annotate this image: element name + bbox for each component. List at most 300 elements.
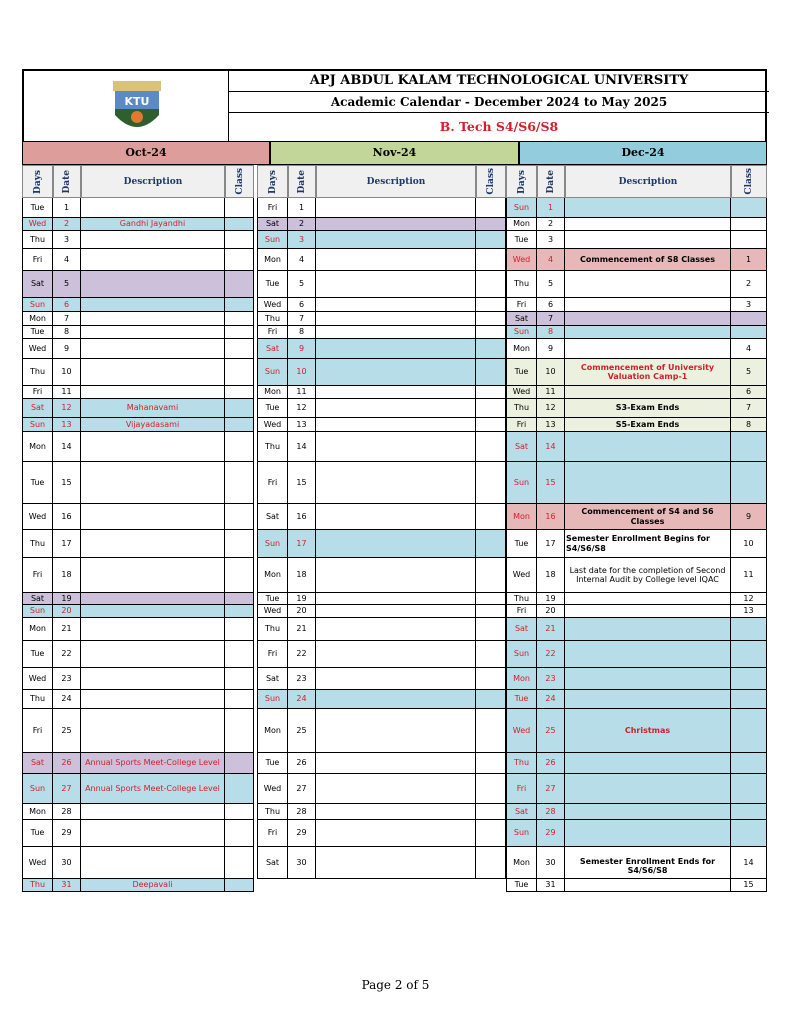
description-cell bbox=[316, 530, 476, 557]
date-cell: 30 bbox=[53, 847, 81, 878]
day-cell: Fri bbox=[257, 198, 288, 217]
description-cell bbox=[316, 618, 476, 640]
description-cell bbox=[316, 847, 476, 878]
month-header-oct: Oct-24 bbox=[22, 141, 270, 165]
class-cell bbox=[225, 668, 254, 689]
day-cell: Sun bbox=[257, 231, 288, 248]
table-row bbox=[506, 249, 767, 271]
day-cell: Fri bbox=[257, 641, 288, 667]
date-cell: 21 bbox=[288, 618, 316, 640]
class-cell bbox=[476, 386, 506, 398]
date-cell: 26 bbox=[53, 753, 81, 773]
day-cell: Wed bbox=[22, 339, 53, 358]
description-cell bbox=[316, 312, 476, 325]
description-cell bbox=[81, 231, 225, 248]
day-cell: Tue bbox=[22, 462, 53, 503]
description-cell bbox=[81, 605, 225, 617]
class-cell bbox=[225, 432, 254, 461]
table-row bbox=[257, 605, 506, 618]
day-cell: Tue bbox=[506, 231, 537, 248]
date-cell: 14 bbox=[537, 432, 565, 461]
table-row bbox=[257, 231, 506, 249]
class-cell: 7 bbox=[731, 399, 767, 417]
date-cell: 20 bbox=[288, 605, 316, 617]
day-cell: Mon bbox=[506, 847, 537, 878]
date-cell: 5 bbox=[53, 271, 81, 297]
day-cell: Sat bbox=[506, 312, 537, 325]
date-cell: 26 bbox=[288, 753, 316, 773]
description-cell: Last date for the completion of Second Internal Audit by College level IQAC bbox=[565, 558, 731, 592]
table-row bbox=[22, 690, 254, 709]
description-cell: Deepavali bbox=[81, 879, 225, 891]
description-cell bbox=[316, 605, 476, 617]
table-row bbox=[506, 618, 767, 641]
table-row bbox=[506, 558, 767, 593]
description-cell bbox=[81, 709, 225, 752]
table-row bbox=[22, 399, 254, 418]
table-row bbox=[257, 530, 506, 558]
date-cell: 4 bbox=[537, 249, 565, 270]
svg-text:KTU: KTU bbox=[124, 95, 150, 108]
table-row bbox=[506, 530, 767, 558]
table-row bbox=[22, 879, 254, 892]
description-cell: Semester Enrollment Ends for S4/S6/S8 bbox=[565, 847, 731, 878]
table-row bbox=[22, 312, 254, 326]
class-cell bbox=[225, 298, 254, 311]
col-class: Class bbox=[225, 165, 254, 198]
class-cell: 12 bbox=[731, 593, 767, 604]
table-row bbox=[506, 386, 767, 399]
day-cell: Sun bbox=[257, 359, 288, 385]
description-cell bbox=[81, 847, 225, 878]
class-cell bbox=[731, 198, 767, 217]
day-cell: Mon bbox=[22, 618, 53, 640]
day-cell: Thu bbox=[257, 618, 288, 640]
day-cell: Fri bbox=[22, 558, 53, 592]
description-cell bbox=[565, 668, 731, 689]
class-cell bbox=[225, 198, 254, 217]
date-cell: 6 bbox=[537, 298, 565, 311]
description-cell bbox=[316, 753, 476, 773]
day-cell: Mon bbox=[506, 218, 537, 230]
logo-cell bbox=[24, 71, 229, 141]
description-cell bbox=[316, 774, 476, 803]
col-description: Description bbox=[316, 165, 476, 198]
class-cell bbox=[225, 530, 254, 557]
table-row bbox=[22, 504, 254, 530]
table-row bbox=[257, 558, 506, 593]
date-cell: 9 bbox=[53, 339, 81, 358]
class-cell bbox=[225, 605, 254, 617]
day-cell: Wed bbox=[506, 558, 537, 592]
date-cell: 22 bbox=[537, 641, 565, 667]
table-row bbox=[506, 399, 767, 418]
description-cell bbox=[316, 504, 476, 529]
date-cell: 25 bbox=[53, 709, 81, 752]
description-cell bbox=[565, 641, 731, 667]
class-cell bbox=[225, 312, 254, 325]
day-cell: Wed bbox=[257, 418, 288, 431]
table-row bbox=[257, 668, 506, 690]
col-description: Description bbox=[565, 165, 731, 198]
day-cell: Mon bbox=[506, 504, 537, 529]
table-row bbox=[22, 298, 254, 312]
table-row bbox=[257, 690, 506, 709]
oct-column-headers bbox=[22, 165, 257, 198]
date-cell: 21 bbox=[53, 618, 81, 640]
day-cell: Sat bbox=[22, 271, 53, 297]
class-cell: 6 bbox=[731, 386, 767, 398]
date-cell: 27 bbox=[288, 774, 316, 803]
table-row bbox=[22, 820, 254, 847]
date-cell: 7 bbox=[288, 312, 316, 325]
col-class: Class bbox=[731, 165, 767, 198]
day-cell: Sat bbox=[257, 218, 288, 230]
table-row bbox=[22, 605, 254, 618]
class-cell bbox=[225, 231, 254, 248]
description-cell: S5-Exam Ends bbox=[565, 418, 731, 431]
table-row bbox=[22, 593, 254, 605]
table-row bbox=[257, 271, 506, 298]
date-cell: 3 bbox=[53, 231, 81, 248]
day-cell: Tue bbox=[257, 271, 288, 297]
university-name: APJ ABDUL KALAM TECHNOLOGICAL UNIVERSITY bbox=[229, 71, 769, 92]
date-cell: 2 bbox=[288, 218, 316, 230]
day-cell: Sun bbox=[22, 605, 53, 617]
class-cell bbox=[225, 399, 254, 417]
class-cell bbox=[476, 298, 506, 311]
date-cell: 13 bbox=[53, 418, 81, 431]
col-description: Description bbox=[81, 165, 225, 198]
date-cell: 17 bbox=[537, 530, 565, 557]
date-cell: 12 bbox=[53, 399, 81, 417]
description-cell: Vijayadasami bbox=[81, 418, 225, 431]
description-cell bbox=[316, 218, 476, 230]
date-cell: 18 bbox=[537, 558, 565, 592]
day-cell: Fri bbox=[257, 462, 288, 503]
day-cell: Mon bbox=[22, 804, 53, 819]
class-cell bbox=[731, 709, 767, 752]
calendar-title: Academic Calendar - December 2024 to May 2025 bbox=[229, 92, 769, 113]
day-cell: Thu bbox=[22, 530, 53, 557]
date-cell: 27 bbox=[537, 774, 565, 803]
day-cell: Thu bbox=[22, 879, 53, 891]
date-cell: 10 bbox=[288, 359, 316, 385]
date-cell: 28 bbox=[53, 804, 81, 819]
date-cell: 19 bbox=[537, 593, 565, 604]
description-cell bbox=[565, 339, 731, 358]
class-cell bbox=[731, 326, 767, 338]
day-cell: Wed bbox=[506, 386, 537, 398]
description-cell bbox=[81, 326, 225, 338]
day-cell: Sun bbox=[22, 774, 53, 803]
date-cell: 9 bbox=[537, 339, 565, 358]
table-row bbox=[506, 359, 767, 386]
day-cell: Sat bbox=[506, 804, 537, 819]
date-cell: 15 bbox=[537, 462, 565, 503]
day-cell: Mon bbox=[257, 386, 288, 398]
date-cell: 24 bbox=[53, 690, 81, 708]
class-cell bbox=[225, 593, 254, 604]
page-footer: Page 2 of 5 bbox=[361, 978, 430, 992]
day-cell: Tue bbox=[22, 326, 53, 338]
table-row bbox=[506, 418, 767, 432]
table-row bbox=[22, 231, 254, 249]
date-cell: 11 bbox=[537, 386, 565, 398]
class-cell: 14 bbox=[731, 847, 767, 878]
date-cell: 29 bbox=[288, 820, 316, 846]
day-cell: Wed bbox=[22, 504, 53, 529]
description-cell bbox=[81, 690, 225, 708]
table-row bbox=[257, 804, 506, 820]
day-cell: Fri bbox=[506, 774, 537, 803]
class-cell bbox=[225, 618, 254, 640]
description-cell bbox=[565, 462, 731, 503]
class-cell: 1 bbox=[731, 249, 767, 270]
day-cell: Tue bbox=[506, 879, 537, 891]
description-cell bbox=[81, 359, 225, 385]
day-cell: Sat bbox=[506, 432, 537, 461]
day-cell: Sat bbox=[22, 753, 53, 773]
day-cell: Sat bbox=[506, 618, 537, 640]
class-cell bbox=[225, 386, 254, 398]
class-cell bbox=[225, 558, 254, 592]
table-row bbox=[22, 249, 254, 271]
date-cell: 28 bbox=[288, 804, 316, 819]
day-cell: Tue bbox=[506, 530, 537, 557]
table-row bbox=[506, 462, 767, 504]
date-cell: 25 bbox=[537, 709, 565, 752]
description-cell bbox=[316, 399, 476, 417]
class-cell bbox=[225, 462, 254, 503]
table-row bbox=[506, 218, 767, 231]
table-row bbox=[506, 326, 767, 339]
table-row bbox=[22, 668, 254, 690]
day-cell: Sun bbox=[22, 418, 53, 431]
table-row bbox=[506, 847, 767, 879]
class-cell bbox=[476, 231, 506, 248]
date-cell: 5 bbox=[537, 271, 565, 297]
class-cell bbox=[225, 847, 254, 878]
table-row bbox=[257, 774, 506, 804]
table-row bbox=[22, 432, 254, 462]
day-cell: Thu bbox=[22, 231, 53, 248]
class-cell: 15 bbox=[731, 879, 767, 891]
table-row bbox=[22, 359, 254, 386]
description-cell: Annual Sports Meet-College Level bbox=[81, 774, 225, 803]
description-cell bbox=[81, 820, 225, 846]
description-cell bbox=[316, 668, 476, 689]
class-cell bbox=[476, 641, 506, 667]
description-cell bbox=[316, 198, 476, 217]
date-cell: 16 bbox=[288, 504, 316, 529]
description-cell bbox=[81, 504, 225, 529]
col-class: Class bbox=[476, 165, 506, 198]
description-cell bbox=[316, 231, 476, 248]
class-cell: 10 bbox=[731, 530, 767, 557]
table-row bbox=[257, 386, 506, 399]
date-cell: 6 bbox=[53, 298, 81, 311]
description-cell bbox=[81, 558, 225, 592]
day-cell: Wed bbox=[22, 218, 53, 230]
description-cell bbox=[565, 312, 731, 325]
class-cell bbox=[225, 879, 254, 891]
table-row bbox=[506, 339, 767, 359]
description-cell bbox=[316, 359, 476, 385]
date-cell: 22 bbox=[288, 641, 316, 667]
day-cell: Sun bbox=[506, 462, 537, 503]
date-cell: 12 bbox=[537, 399, 565, 417]
class-cell bbox=[225, 218, 254, 230]
program-title: B. Tech S4/S6/S8 bbox=[439, 119, 559, 134]
date-cell: 28 bbox=[537, 804, 565, 819]
date-cell: 31 bbox=[537, 879, 565, 891]
table-row bbox=[22, 709, 254, 753]
description-cell bbox=[316, 271, 476, 297]
date-cell: 2 bbox=[53, 218, 81, 230]
day-cell: Tue bbox=[506, 359, 537, 385]
description-cell bbox=[81, 668, 225, 689]
class-cell: 8 bbox=[731, 418, 767, 431]
class-cell bbox=[476, 558, 506, 592]
day-cell: Sun bbox=[506, 641, 537, 667]
table-row bbox=[257, 312, 506, 326]
class-cell bbox=[225, 690, 254, 708]
date-cell: 17 bbox=[288, 530, 316, 557]
table-row bbox=[22, 198, 254, 218]
day-cell: Wed bbox=[506, 249, 537, 270]
table-row bbox=[506, 432, 767, 462]
class-cell bbox=[731, 432, 767, 461]
class-cell bbox=[225, 709, 254, 752]
title-cell bbox=[229, 71, 769, 141]
date-cell: 24 bbox=[537, 690, 565, 708]
day-cell: Sun bbox=[506, 198, 537, 217]
table-row bbox=[257, 249, 506, 271]
class-cell bbox=[476, 249, 506, 270]
class-cell bbox=[476, 399, 506, 417]
description-cell bbox=[565, 605, 731, 617]
class-cell: 11 bbox=[731, 558, 767, 592]
class-cell bbox=[225, 504, 254, 529]
dec-table bbox=[506, 198, 767, 892]
class-cell bbox=[225, 326, 254, 338]
table-row bbox=[506, 879, 767, 892]
date-cell: 9 bbox=[288, 339, 316, 358]
table-row bbox=[22, 774, 254, 804]
description-cell bbox=[316, 326, 476, 338]
day-cell: Mon bbox=[257, 709, 288, 752]
table-row bbox=[506, 504, 767, 530]
class-cell bbox=[476, 593, 506, 604]
day-cell: Fri bbox=[257, 326, 288, 338]
col-days: Days bbox=[257, 165, 288, 198]
day-cell: Fri bbox=[22, 386, 53, 398]
table-row bbox=[506, 774, 767, 804]
date-cell: 30 bbox=[288, 847, 316, 878]
class-cell bbox=[476, 605, 506, 617]
date-cell: 3 bbox=[288, 231, 316, 248]
date-cell: 18 bbox=[288, 558, 316, 592]
date-cell: 15 bbox=[53, 462, 81, 503]
table-row bbox=[506, 690, 767, 709]
description-cell bbox=[81, 312, 225, 325]
description-cell bbox=[565, 326, 731, 338]
description-cell bbox=[81, 530, 225, 557]
class-cell bbox=[225, 271, 254, 297]
class-cell: 3 bbox=[731, 298, 767, 311]
table-row bbox=[22, 641, 254, 668]
university-logo-icon bbox=[109, 81, 165, 135]
day-cell: Tue bbox=[257, 399, 288, 417]
table-row bbox=[257, 432, 506, 462]
day-cell: Thu bbox=[506, 271, 537, 297]
date-cell: 8 bbox=[53, 326, 81, 338]
description-cell bbox=[565, 820, 731, 846]
col-days: Days bbox=[506, 165, 537, 198]
table-row bbox=[22, 530, 254, 558]
description-cell bbox=[316, 462, 476, 503]
class-cell bbox=[476, 774, 506, 803]
class-cell: 9 bbox=[731, 504, 767, 529]
day-cell: Tue bbox=[506, 690, 537, 708]
class-cell bbox=[731, 641, 767, 667]
day-cell: Sun bbox=[506, 326, 537, 338]
class-cell bbox=[476, 847, 506, 878]
description-cell bbox=[565, 618, 731, 640]
description-cell bbox=[81, 298, 225, 311]
oct-table bbox=[22, 198, 257, 892]
date-cell: 14 bbox=[53, 432, 81, 461]
class-cell bbox=[225, 774, 254, 803]
class-cell bbox=[476, 690, 506, 708]
class-cell bbox=[476, 709, 506, 752]
calendar-page bbox=[22, 69, 767, 892]
description-cell bbox=[81, 198, 225, 217]
table-row bbox=[22, 339, 254, 359]
table-row bbox=[257, 618, 506, 641]
col-date: Date bbox=[53, 165, 81, 198]
date-cell: 10 bbox=[537, 359, 565, 385]
date-cell: 19 bbox=[288, 593, 316, 604]
table-row bbox=[506, 198, 767, 218]
description-cell bbox=[316, 820, 476, 846]
date-cell: 27 bbox=[53, 774, 81, 803]
class-cell bbox=[225, 804, 254, 819]
day-cell: Fri bbox=[22, 709, 53, 752]
class-cell bbox=[476, 359, 506, 385]
table-row bbox=[257, 298, 506, 312]
nov-column-headers bbox=[257, 165, 506, 198]
table-row bbox=[257, 399, 506, 418]
table-row bbox=[506, 271, 767, 298]
table-row bbox=[257, 218, 506, 231]
day-cell: Sun bbox=[22, 298, 53, 311]
description-cell: Commencement of University Valuation Camp-1 bbox=[565, 359, 731, 385]
description-cell bbox=[565, 298, 731, 311]
description-cell bbox=[316, 298, 476, 311]
date-cell: 22 bbox=[53, 641, 81, 667]
description-cell bbox=[316, 593, 476, 604]
day-cell: Wed bbox=[257, 298, 288, 311]
description-cell bbox=[81, 804, 225, 819]
class-cell bbox=[225, 418, 254, 431]
class-cell bbox=[225, 359, 254, 385]
class-cell bbox=[731, 774, 767, 803]
date-cell: 8 bbox=[288, 326, 316, 338]
class-cell bbox=[476, 804, 506, 819]
table-row bbox=[506, 753, 767, 774]
